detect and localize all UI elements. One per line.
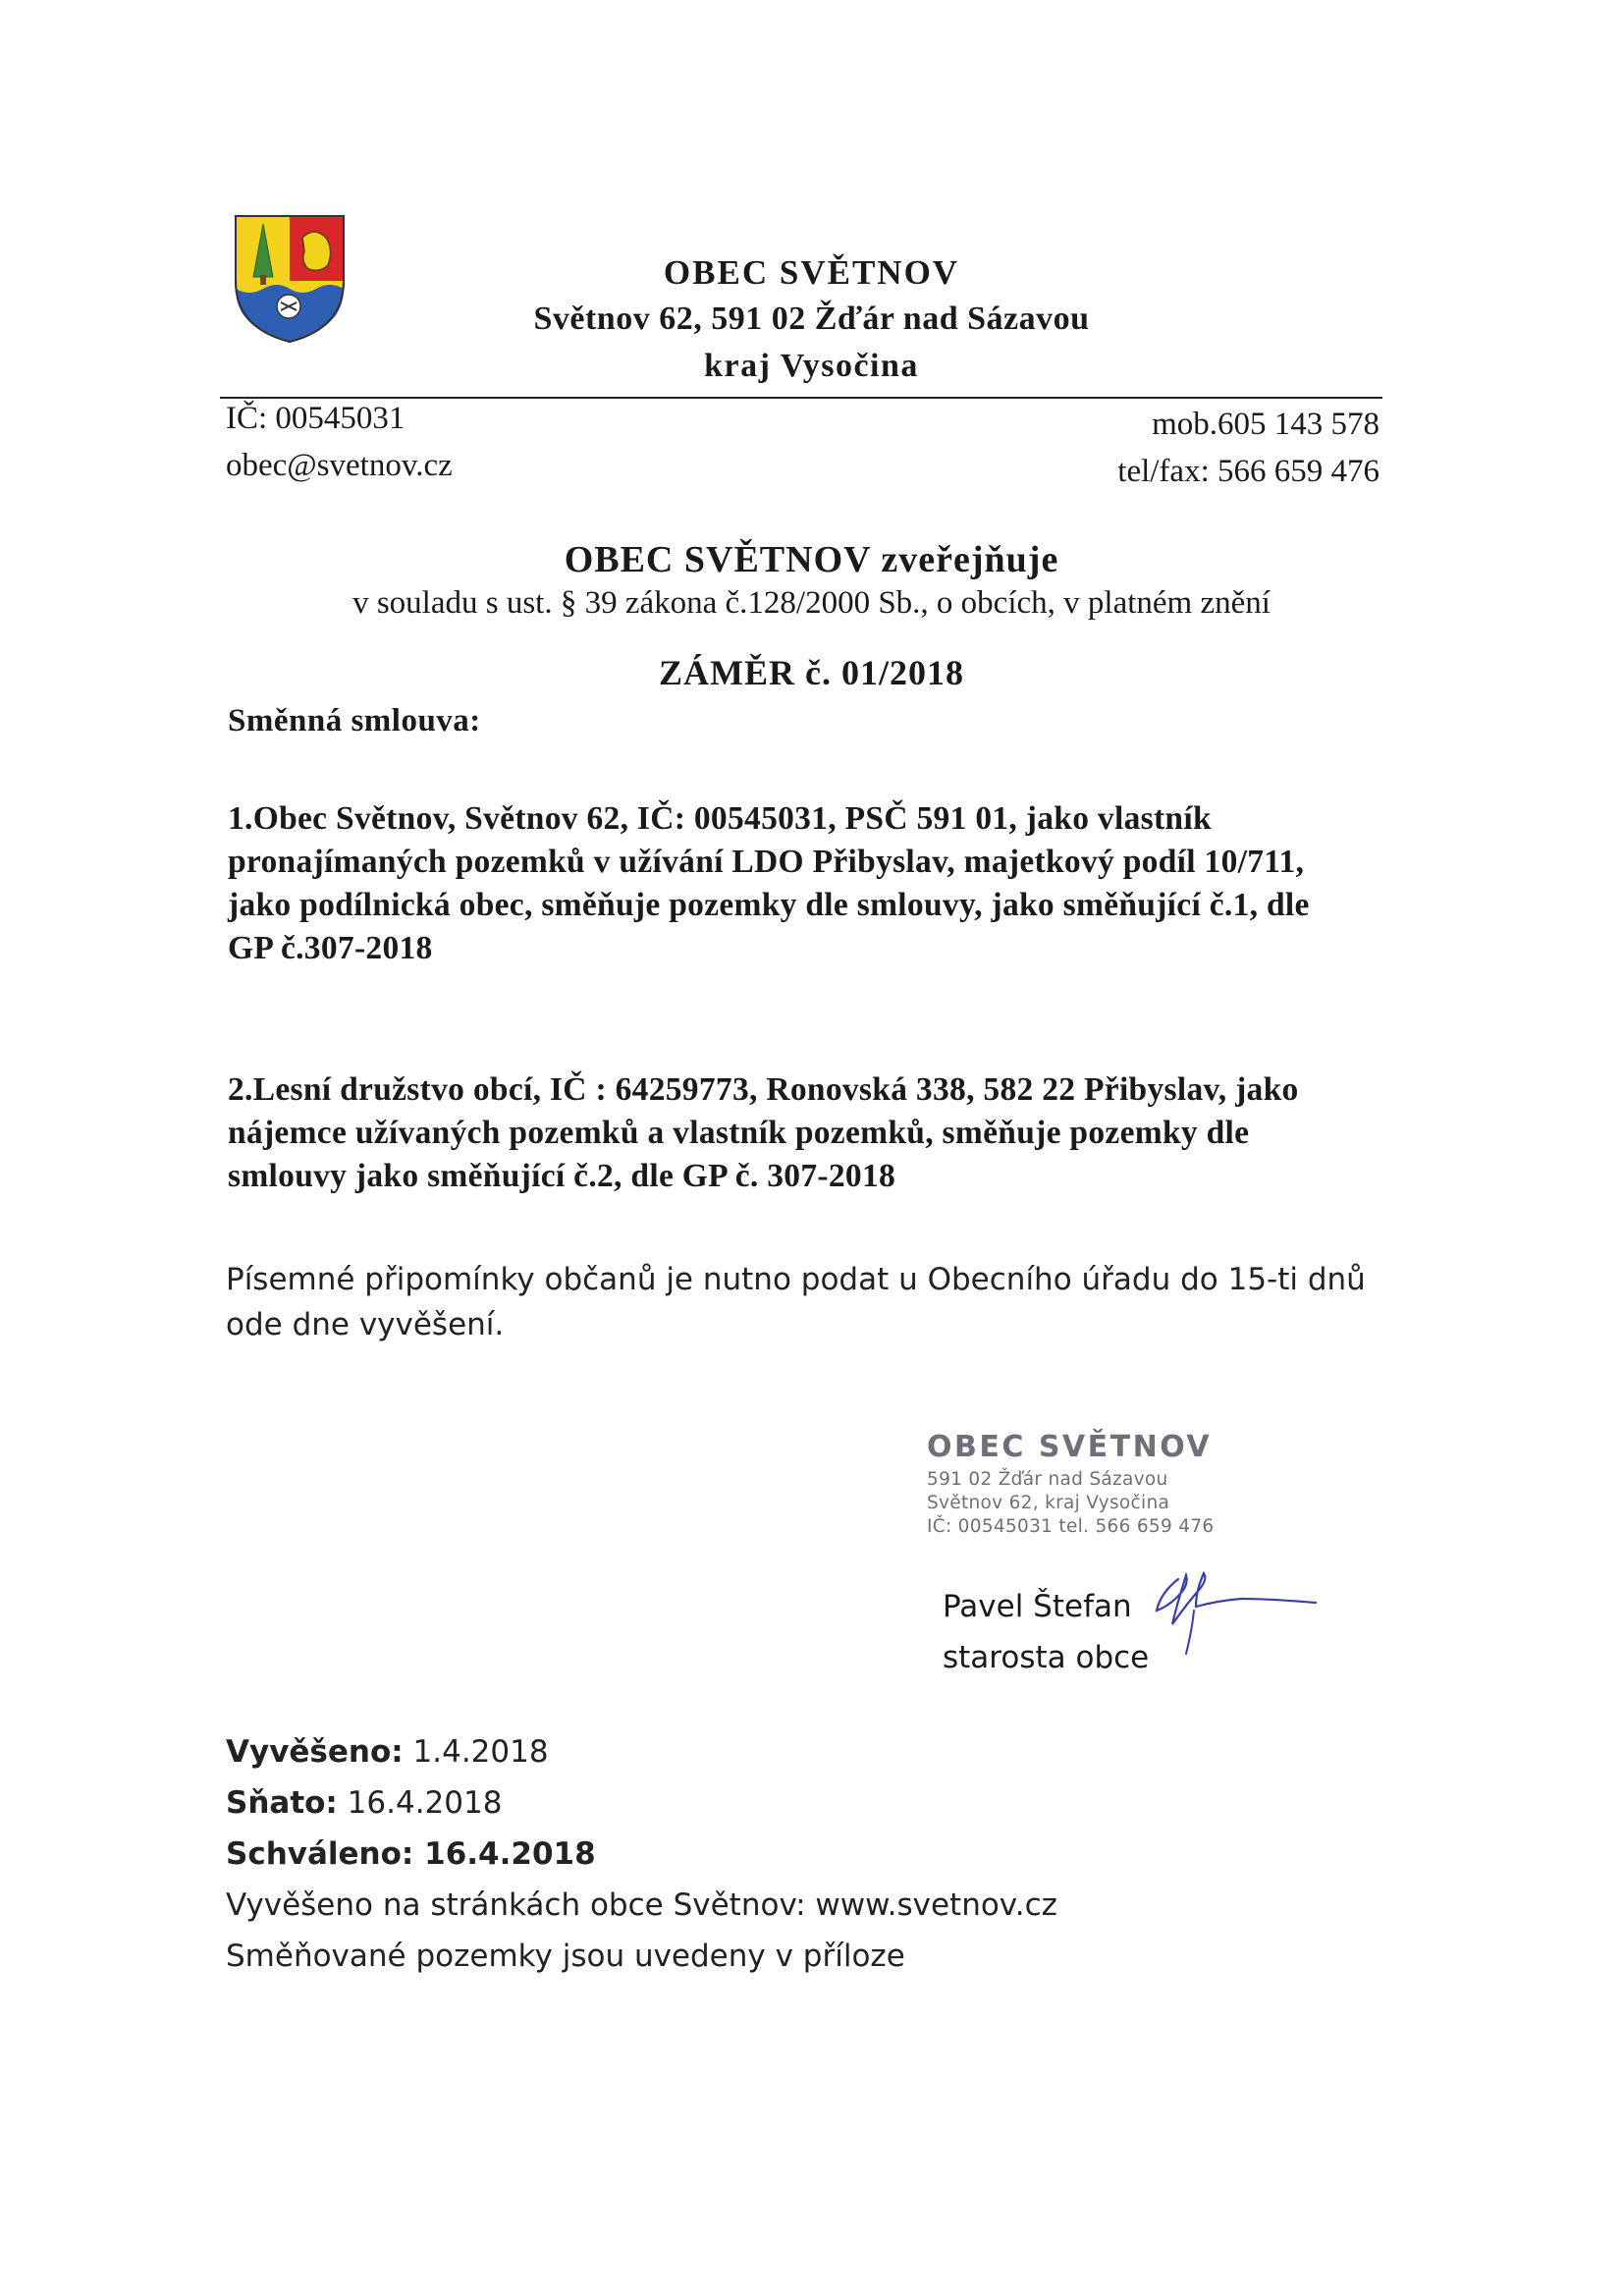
posted-label: Vyvěšeno:	[226, 1734, 404, 1770]
stamp-line: Světnov 62, kraj Vysočina	[927, 1493, 1170, 1513]
removed-date-row	[226, 1777, 1057, 1829]
signature-icon	[1143, 1546, 1320, 1664]
tel-fax-number: tel/fax: 566 659 476	[1117, 454, 1380, 489]
stamp-name: OBEC SVĚTNOV	[927, 1430, 1213, 1464]
letterhead-name: OBEC SVĚTNOV	[663, 253, 960, 292]
signer-name: Pavel Štefan	[943, 1589, 1132, 1624]
removed-label: Sňato:	[226, 1785, 338, 1821]
attachment-note: Směňované pozemky jsou uvedeny v příloze	[226, 1939, 905, 1974]
comments-notice	[226, 1257, 1366, 1347]
intent-number: ZÁMĚR č. 01/2018	[659, 653, 964, 692]
mobile-number: mob.605 143 578	[1152, 407, 1380, 442]
letterhead-address: Světnov 62, 591 02 Žďár nad Sázavou	[533, 301, 1090, 337]
posted-date-row	[226, 1726, 1057, 1777]
contract-type: Směnná smlouva:	[228, 703, 481, 738]
notice-line: Písemné připomínky občanů je nutno podat u Obecního úřadu do 15-ti dnů	[226, 1262, 1366, 1297]
paragraph-line: GP č.307-2018	[228, 930, 433, 966]
posted-value: 1.4.2018	[403, 1734, 549, 1770]
paragraph-line: 2.Lesní družstvo obcí, IČ : 64259773, Ronovská 338, 582 22 Přibyslav, jako	[228, 1071, 1299, 1108]
email-address: obec@svetnov.cz	[226, 448, 453, 483]
paragraph-party-2	[228, 1068, 1299, 1198]
paragraph-line: 1.Obec Světnov, Světnov 62, IČ: 00545031, PSČ 591 01, jako vlastník	[228, 800, 1212, 837]
approved-value: 16.4.2018	[413, 1836, 596, 1872]
website-note: Vyvěšeno na stránkách obce Světnov: www.svetnov.cz	[226, 1887, 1057, 1923]
approved-label: Schváleno:	[226, 1836, 414, 1872]
removed-value: 16.4.2018	[337, 1785, 503, 1821]
paragraph-line: nájemce užívaných pozemků a vlastník pozemků, směňuje pozemky dle	[228, 1115, 1250, 1151]
publication-dates	[226, 1726, 1057, 1982]
signer-role: starosta obce	[943, 1640, 1150, 1675]
notice-line: ode dne vyvěšení.	[226, 1307, 505, 1342]
paragraph-party-1	[228, 797, 1310, 970]
approved-date-row	[226, 1829, 1057, 1880]
stamp-line: IČ: 00545031 tel. 566 659 476	[927, 1516, 1215, 1537]
publication-legal-basis: v souladu s ust. § 39 zákona č.128/2000 Sb., o obcích, v platném znění	[352, 585, 1271, 621]
paragraph-line: smlouvy jako směňující č.2, dle GP č. 307-2018	[228, 1158, 896, 1194]
official-stamp	[927, 1430, 1214, 1539]
letterhead-divider	[220, 397, 1382, 399]
paragraph-line: jako podílnická obec, směňuje pozemky dle smlouvy, jako směňující č.1, dle	[228, 887, 1310, 923]
stamp-line: 591 02 Žďár nad Sázavou	[927, 1469, 1168, 1490]
paragraph-line: pronajímaných pozemků v užívání LDO Přibyslav, majetkový podíl 10/711,	[228, 844, 1305, 880]
company-id: IČ: 00545031	[226, 401, 406, 436]
publication-title: OBEC SVĚTNOV zveřejňuje	[564, 539, 1059, 580]
letterhead-region: kraj Vysočina	[704, 348, 919, 384]
